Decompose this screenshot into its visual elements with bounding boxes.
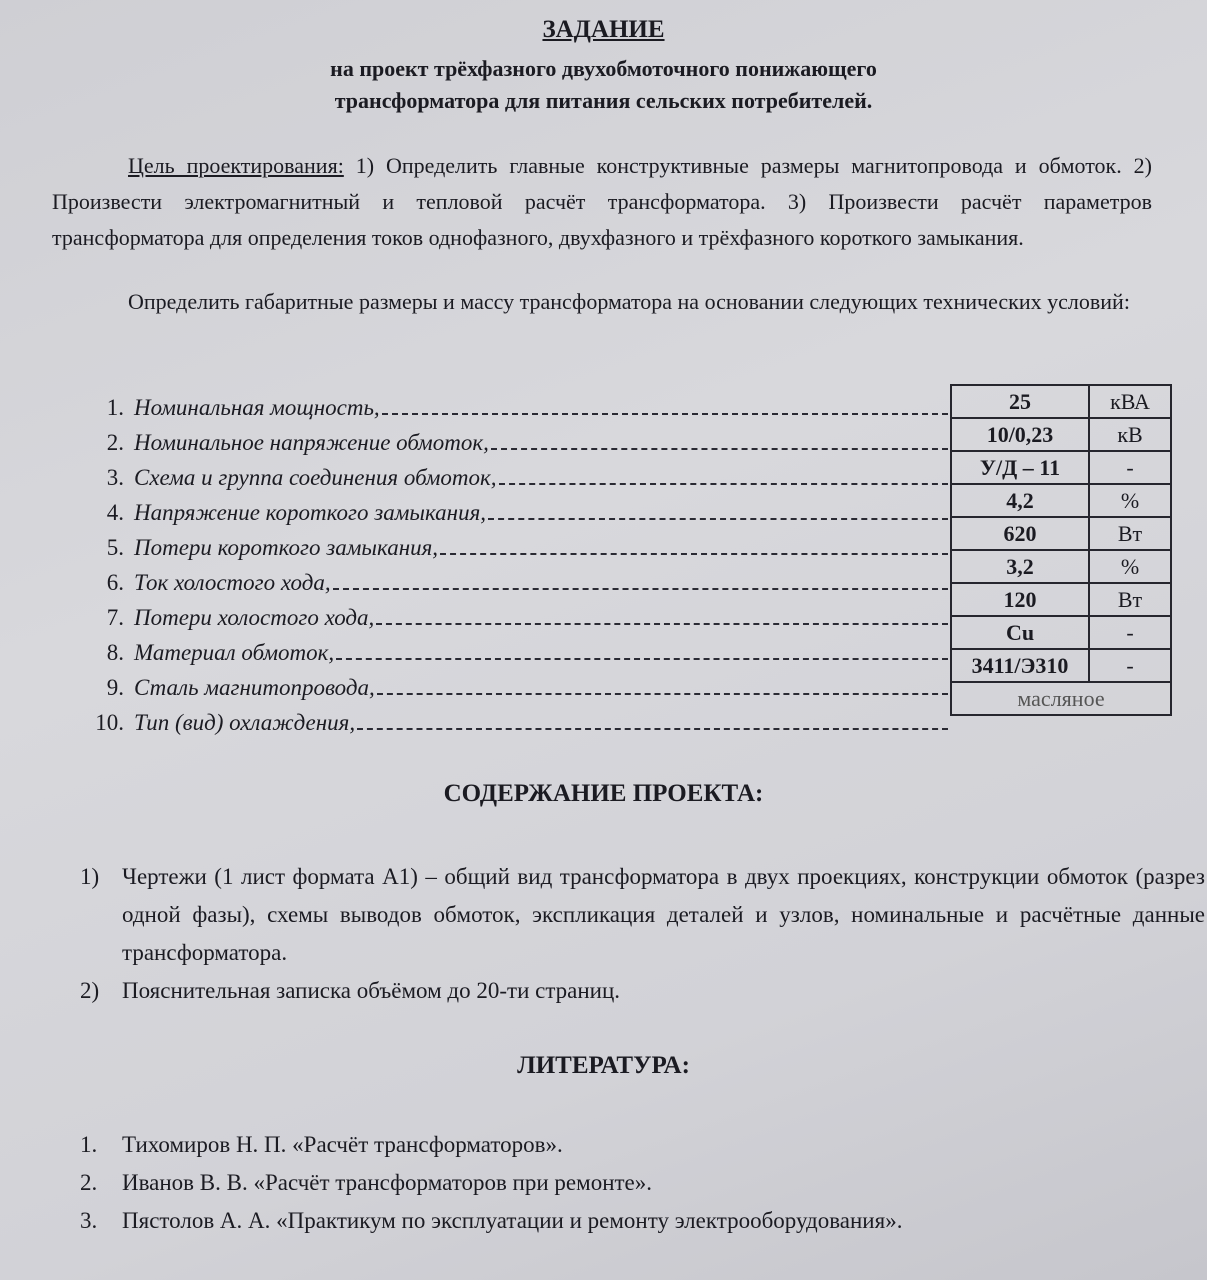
spec-unit: кВ [1089,418,1171,451]
list-item [80,1126,1180,1164]
spec-unit: кВА [1089,385,1171,418]
spec-value: 3411/Э310 [951,649,1089,682]
spec-value: 4,2 [951,484,1089,517]
spec-num: 2. [106,429,124,455]
spec-label: Напряжение короткого замыкания, [134,499,487,525]
item-text: Тихомиров Н. П. «Расчёт трансформаторов». [122,1132,563,1157]
list-item [80,1164,1180,1202]
dash-leader [491,436,948,450]
table-row [951,649,1171,682]
spec-num: 4. [106,499,124,525]
spec-value: 10/0,23 [951,418,1089,451]
dash-leader [376,611,948,625]
spec-row [84,705,954,740]
table-row [951,484,1171,517]
spec-num: 1. [106,394,124,420]
spec-row [84,565,954,600]
spec-row [84,635,954,670]
spec-value: У/Д – 11 [951,451,1089,484]
item-num: 1) [80,864,100,889]
table-row [951,451,1171,484]
list-item [80,1202,1180,1240]
table-row [951,583,1171,616]
spec-value: 25 [951,385,1089,418]
content-list [80,858,1205,1010]
spec-unit: Вт [1089,583,1171,616]
spec-row [84,495,954,530]
dash-leader [499,471,948,485]
conditions-paragraph: Определить габаритные размеры и массу трансформатора на основании следующих технических условий: [128,289,1130,314]
spec-values-table [950,384,1172,716]
item-text: Иванов В. В. «Расчёт трансформаторов при ремонте». [122,1170,653,1195]
spec-label: Потери короткого замыкания, [134,534,439,560]
spec-value: Cu [951,616,1089,649]
content-section-title: СОДЕРЖАНИЕ ПРОЕКТА: [443,780,764,807]
item-num: 3. [80,1208,98,1233]
item-text: Чертежи (1 лист формата А1) – общий вид трансформатора в двух проекциях, конструкции обмоток (разрез одной фазы), схемы выводов обмоток, экспликация деталей и узлов, номинальные и расчётные данные трансформатора. [122,864,1205,965]
literature-list [80,1126,1180,1240]
item-num: 2) [80,978,100,1003]
item-text: Пястолов А. А. «Практикум по эксплуатации и ремонту электрооборудования». [122,1208,903,1233]
dash-leader [377,681,948,695]
list-item [80,972,1205,1010]
literature-section-title: ЛИТЕРАТУРА: [517,1052,690,1079]
spec-label: Номинальное напряжение обмоток, [134,429,489,455]
table-row [951,550,1171,583]
spec-row [84,390,954,425]
dash-leader [357,716,948,730]
goal-text: 1) Определить главные конструктивные размеры магнитопровода и обмоток. 2) Произвести электромагнитный и тепловой расчёт трансформатора. 3) Произвести расчёт параметров трансформатора для определения токов однофазного, двухфазного и трёхфазного короткого замыкания. [52,153,1152,250]
spec-value: 120 [951,583,1089,616]
spec-label: Материал обмоток, [134,639,335,665]
spec-num: 3. [106,464,124,490]
table-row [951,682,1171,715]
goal-paragraph [52,148,1152,256]
document-title: ЗАДАНИЕ [542,16,665,43]
spec-unit: - [1089,451,1171,484]
spec-label: Номинальная мощность, [134,394,380,420]
spec-label: Схема и группа соединения обмоток, [134,464,497,490]
spec-unit: - [1089,616,1171,649]
spec-label: Тип (вид) охлаждения, [134,709,356,735]
goal-label: Цель проектирования: [128,153,344,178]
table-row [951,616,1171,649]
spec-label: Потери холостого хода, [134,604,375,630]
dash-leader [382,401,948,415]
spec-row [84,425,954,460]
spec-value: 620 [951,517,1089,550]
spec-label: Сталь магнитопровода, [134,674,375,700]
spec-value: масляное [951,682,1171,715]
spec-list [84,390,954,740]
spec-row [84,530,954,565]
spec-num: 10. [95,709,124,735]
spec-value: 3,2 [951,550,1089,583]
subtitle-line-1: на проект трёхфазного двухобмоточного понижающего [330,56,877,81]
table-row [951,385,1171,418]
list-item [80,858,1205,972]
dash-leader [336,646,948,660]
item-num: 1. [80,1132,98,1157]
dash-leader [440,541,948,555]
item-text: Пояснительная записка объёмом до 20-ти страниц. [122,978,621,1003]
spec-row [84,670,954,705]
table-row [951,418,1171,451]
spec-num: 5. [106,534,124,560]
dash-leader [488,506,948,520]
subtitle-line-2: трансформатора для питания сельских потребителей. [334,88,873,113]
spec-num: 8. [106,639,124,665]
spec-unit: % [1089,484,1171,517]
spec-num: 9. [106,674,124,700]
item-num: 2. [80,1170,98,1195]
spec-unit: Вт [1089,517,1171,550]
table-row [951,517,1171,550]
spec-row [84,600,954,635]
spec-row [84,460,954,495]
spec-unit: % [1089,550,1171,583]
spec-label: Ток холостого хода, [134,569,331,595]
dash-leader [333,576,948,590]
spec-num: 7. [106,604,124,630]
spec-unit: - [1089,649,1171,682]
spec-num: 6. [106,569,124,595]
